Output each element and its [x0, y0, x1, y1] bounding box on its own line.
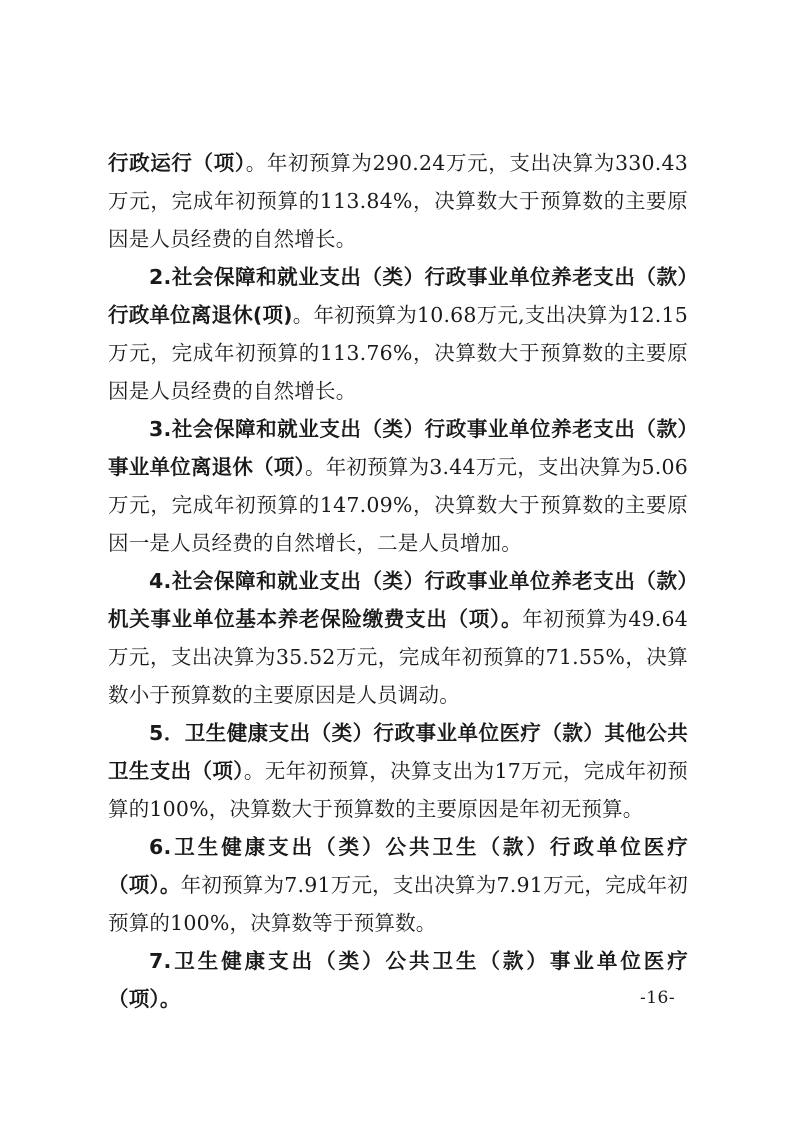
paragraph-3 [108, 410, 688, 562]
paragraph-heading: 7.卫生健康支出（类）公共卫生（款）事业单位医疗（项）。 [108, 949, 688, 1011]
paragraph-body: 。年初预算为290.24万元，支出决算为330.43万元，完成年初预算的113.84%，决算数大于预算数的主要原因是人员经费的自然增长。 [108, 151, 688, 251]
paragraph-1 [108, 144, 688, 258]
paragraph-heading: 4.社会保障和就业支出（类）行政事业单位养老支出（款）机关事业单位基本养老保险缴费支出（项）。 [108, 569, 688, 631]
paragraph-6 [108, 828, 688, 942]
paragraph-5 [108, 714, 688, 828]
paragraph-body: 年初预算为49.64万元，支出决算为35.52万元，完成年初预算的71.55%，决算数小于预算数的主要原因是人员调动。 [108, 607, 689, 707]
document-page [108, 144, 688, 1018]
paragraph-body: 年初预算为7.91万元，支出决算为7.91万元，完成年初预算的100%，决算数等于预算数。 [108, 873, 688, 935]
paragraph-heading: 2.社会保障和就业支出（类）行政事业单位养老支出（款）行政单位离退休(项) [108, 265, 688, 327]
paragraph-heading: 行政运行（项） [108, 151, 246, 175]
paragraph-heading: 6.卫生健康支出（类）公共卫生（款）行政单位医疗（项）。 [108, 835, 688, 897]
paragraph-4 [108, 562, 688, 714]
paragraph-body: 。年初预算为10.68万元,支出决算为12.15万元，完成年初预算的113.76%，决算数大于预算数的主要原因是人员经费的自然增长。 [108, 303, 688, 403]
paragraph-heading: 3.社会保障和就业支出（类）行政事业单位养老支出（款）事业单位离退休（项） [108, 417, 688, 479]
paragraph-2 [108, 258, 688, 410]
paragraph-7 [108, 942, 688, 1018]
paragraph-body: 。无年初预算，决算支出为17万元，完成年初预算的100%，决算数大于预算数的主要原因是年初无预算。 [108, 759, 689, 821]
page-number: -16- [640, 988, 676, 1008]
paragraph-heading: 5．卫生健康支出（类）行政事业单位医疗（款）其他公共卫生支出（项） [108, 721, 688, 783]
paragraph-body: 。年初预算为3.44万元，支出决算为5.06万元，完成年初预算的147.09%，决算数大于预算数的主要原因一是人员经费的自然增长，二是人员增加。 [108, 455, 688, 555]
